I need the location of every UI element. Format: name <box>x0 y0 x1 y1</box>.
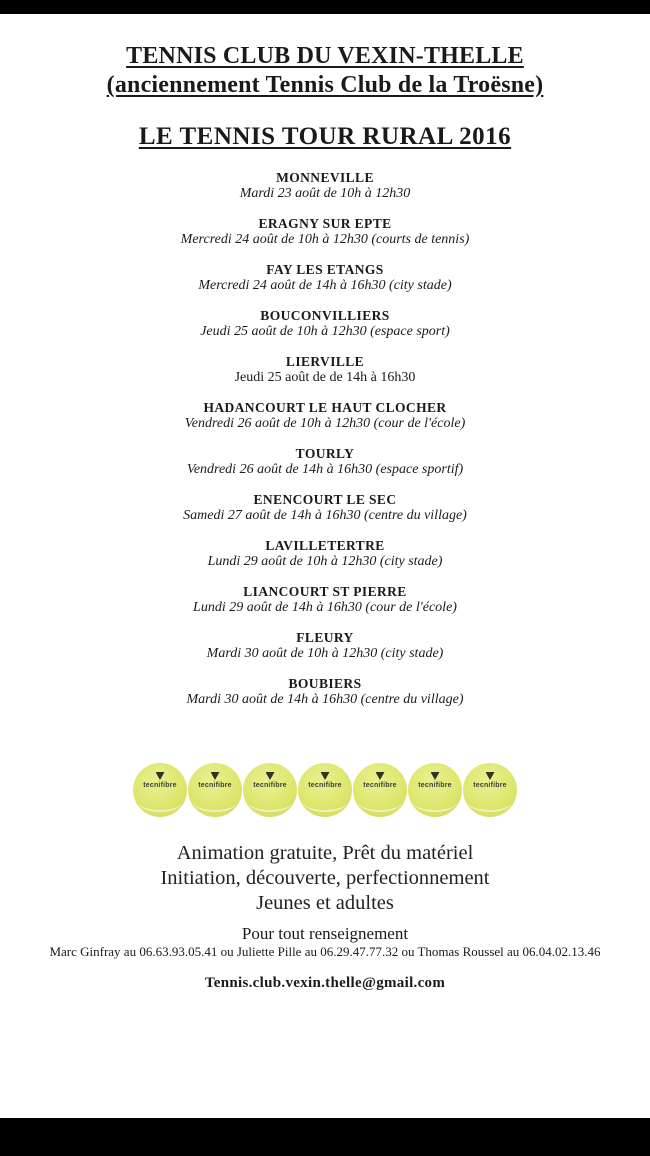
club-former-name: (anciennement Tennis Club de la Troësne) <box>106 72 544 98</box>
screen-top-black-bar <box>0 0 650 14</box>
venue-date: Lundi 29 août de 14h à 16h30 (cour de l'école) <box>193 600 457 615</box>
tecnifibre-shield-icon <box>211 772 220 780</box>
venue-block <box>0 353 650 386</box>
tennis-ball <box>298 763 352 817</box>
venue-block <box>0 261 650 294</box>
venue-name: BOUBIERS <box>288 676 362 691</box>
tecnifibre-shield-icon <box>431 772 440 780</box>
tennis-ball <box>188 763 242 817</box>
tennis-ball <box>133 763 187 817</box>
tecnifibre-brand-text: tecnifibre <box>418 782 452 789</box>
tecnifibre-brand-text: tecnifibre <box>473 782 507 789</box>
info-line-2: Initiation, découverte, perfectionnement <box>160 867 490 889</box>
venue-name: BOUCONVILLIERS <box>260 308 390 323</box>
venue-date: Mercredi 24 août de 14h à 16h30 (city stade) <box>198 278 452 293</box>
contact-phones: Marc Ginfray au 06.63.93.05.41 ou Juliette Pille au 06.29.47.77.32 ou Thomas Roussel au 06.04.02.13.46 <box>49 944 601 959</box>
venue-date: Vendredi 26 août de 10h à 12h30 (cour de l'école) <box>184 416 466 431</box>
venue-date: Lundi 29 août de 10h à 12h30 (city stade) <box>207 554 443 569</box>
contact-heading: Pour tout renseignement <box>241 924 409 943</box>
venue-name: FLEURY <box>296 630 354 645</box>
tennis-ball <box>353 763 407 817</box>
tecnifibre-shield-icon <box>321 772 330 780</box>
tecnifibre-brand-text: tecnifibre <box>198 782 232 789</box>
schedule-list <box>0 169 650 708</box>
venue-date: Mardi 30 août de 14h à 16h30 (centre du village) <box>186 692 464 707</box>
tennis-ball <box>243 763 297 817</box>
info-line-3: Jeunes et adultes <box>256 892 394 914</box>
tennis-balls-row <box>0 763 650 817</box>
tecnifibre-shield-icon <box>266 772 275 780</box>
venue-date: Vendredi 26 août de 14h à 16h30 (espace sportif) <box>186 462 464 477</box>
venue-block <box>0 629 650 662</box>
tecnifibre-shield-icon <box>376 772 385 780</box>
venue-block <box>0 399 650 432</box>
screen-bottom-black-bar <box>0 1118 650 1156</box>
venue-block <box>0 675 650 708</box>
venue-name: MONNEVILLE <box>276 170 374 185</box>
tecnifibre-brand-text: tecnifibre <box>253 782 287 789</box>
venue-block <box>0 169 650 202</box>
tecnifibre-shield-icon <box>486 772 495 780</box>
venue-date: Mardi 23 août de 10h à 12h30 <box>239 186 411 201</box>
contact-email: Tennis.club.vexin.thelle@gmail.com <box>204 975 446 991</box>
venue-block <box>0 215 650 248</box>
tecnifibre-shield-icon <box>156 772 165 780</box>
event-title: LE TENNIS TOUR RURAL 2016 <box>138 123 512 150</box>
venue-block <box>0 537 650 570</box>
venue-name: HADANCOURT LE HAUT CLOCHER <box>203 400 447 415</box>
tennis-ball <box>463 763 517 817</box>
venue-block <box>0 445 650 478</box>
tecnifibre-brand-text: tecnifibre <box>143 782 177 789</box>
venue-block <box>0 583 650 616</box>
tennis-ball <box>408 763 462 817</box>
venue-name: LIANCOURT ST PIERRE <box>243 584 407 599</box>
venue-block <box>0 307 650 340</box>
club-title: TENNIS CLUB DU VEXIN-THELLE <box>126 43 524 69</box>
venue-date: Jeudi 25 août de de 14h à 16h30 <box>234 370 416 385</box>
venue-name: LIERVILLE <box>285 354 365 369</box>
venue-block <box>0 491 650 524</box>
venue-date: Mercredi 24 août de 10h à 12h30 (courts de tennis) <box>180 232 470 247</box>
venue-date: Samedi 27 août de 14h à 16h30 (centre du village) <box>183 508 467 523</box>
info-line-1: Animation gratuite, Prêt du matériel <box>176 842 474 864</box>
tecnifibre-brand-text: tecnifibre <box>308 782 342 789</box>
venue-name: ENENCOURT LE SEC <box>253 492 397 507</box>
info-block <box>0 841 650 916</box>
venue-name: ERAGNY SUR EPTE <box>258 216 392 231</box>
venue-date: Mardi 30 août de 10h à 12h30 (city stade) <box>206 646 444 661</box>
venue-name: FAY LES ETANGS <box>266 262 384 277</box>
venue-date: Jeudi 25 août de 10h à 12h30 (espace sport) <box>200 324 450 339</box>
tecnifibre-brand-text: tecnifibre <box>363 782 397 789</box>
venue-name: TOURLY <box>295 446 355 461</box>
venue-name: LAVILLETERTRE <box>265 538 385 553</box>
flyer-page <box>0 14 650 1118</box>
